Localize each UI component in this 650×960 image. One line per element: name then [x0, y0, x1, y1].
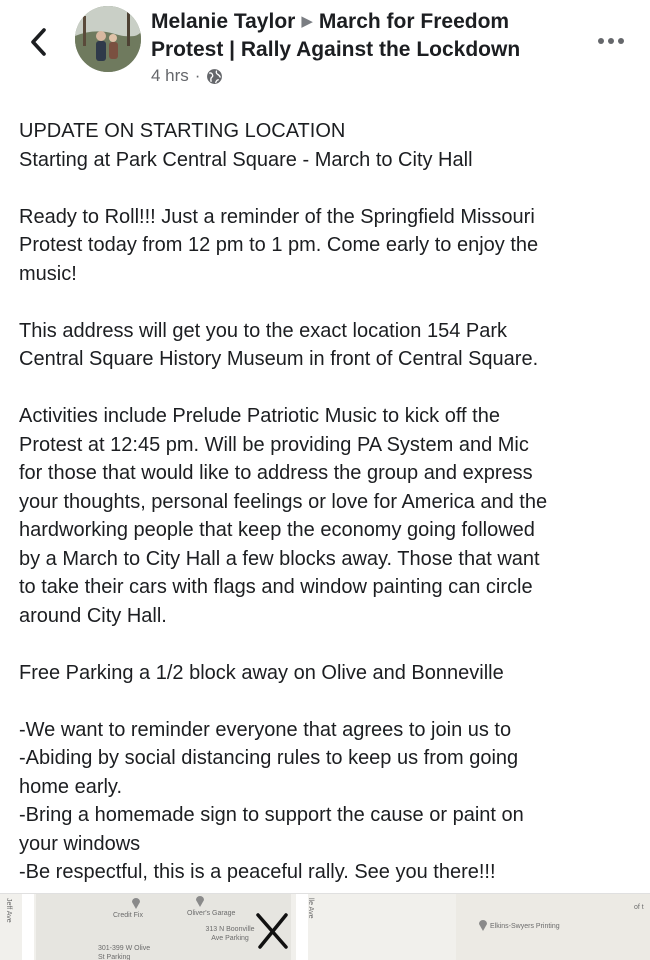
group-name-link[interactable]: March for Freedom Protest | Rally Against the Lockdown: [151, 10, 521, 61]
post-timestamp[interactable]: 4 hrs: [151, 66, 189, 85]
chevron-left-icon: [29, 27, 49, 57]
map-label-street: lle Ave: [307, 898, 314, 919]
post-header: [0, 0, 650, 100]
more-options-button[interactable]: [594, 26, 628, 56]
post-paragraph: [19, 317, 641, 374]
post-text-line: -Bring a homemade sign to support the cause or paint on: [19, 804, 524, 826]
post-paragraph: [19, 117, 641, 174]
post-text-line: Free Parking a 1/2 block away on Olive and Bonneville: [19, 661, 504, 684]
post-text-line: your thoughts, personal feelings or love for America and the: [19, 490, 548, 513]
close-x-icon: [254, 911, 290, 951]
post-text: [19, 117, 641, 915]
post-title: [151, 8, 571, 64]
post-text-line: Central Square History Museum in front of Central Square.: [19, 348, 539, 370]
map-preview[interactable]: [0, 893, 650, 960]
post-text-line: Protest today from 12 pm to 1 pm. Come early to enjoy the: [19, 234, 539, 256]
map-label-place: Credit Fix: [113, 912, 143, 919]
map-label-parking: 313 N Boonville Ave Parking: [205, 926, 255, 942]
globe-icon: [206, 68, 223, 85]
map-label-street: Jeff Ave: [5, 898, 12, 923]
post-text-line: hardworking people that keep the economy going followed: [19, 519, 535, 541]
map-label-edge: of t: [634, 904, 644, 911]
post-paragraph: [19, 716, 641, 887]
map-label-parking: 301-399 W Olive St Parking: [98, 945, 151, 960]
post-text-line: -Be respectful, this is a peaceful rally. See you there!!!: [19, 861, 496, 883]
post-text-line: home early.: [19, 775, 123, 798]
post-text-line: -We want to reminder everyone that agrees to join us to: [19, 718, 512, 741]
post-text-line: by a March to City Hall a few blocks away. Those that want: [19, 547, 540, 570]
post-text-line: for those that would like to address the group and express: [19, 462, 533, 484]
arrow-right-icon: ▶: [301, 13, 313, 30]
post-meta: [151, 66, 223, 86]
post-text-line: to take their cars with flags and window painting can circle: [19, 576, 533, 598]
post-text-line: Activities include Prelude Patriotic Music to kick off the: [19, 405, 500, 427]
avatar-photo: [75, 6, 141, 72]
ellipsis-icon: [597, 37, 625, 45]
post-text-line: Ready to Roll!!! Just a reminder of the Springfield Missouri: [19, 205, 535, 228]
post-paragraph: [19, 203, 641, 289]
post-text-line: This address will get you to the exact location 154 Park: [19, 319, 508, 342]
post-paragraph: [19, 659, 641, 688]
map-pin-icon: [130, 896, 142, 910]
map-label-place: Oliver's Garage: [187, 910, 236, 917]
map-pin-icon: [194, 894, 206, 908]
meta-separator: ·: [194, 66, 201, 85]
map-road: [22, 894, 34, 960]
post-text-line: around City Hall.: [19, 604, 167, 627]
post-text-line: UPDATE ON STARTING LOCATION: [19, 120, 346, 142]
map-label-place: Elkins-Swyers Printing: [490, 923, 560, 930]
avatar[interactable]: [75, 6, 141, 72]
back-button[interactable]: [22, 22, 56, 62]
post-paragraph: [19, 402, 641, 630]
post-text-line: -Abiding by social distancing rules to keep us from going: [19, 747, 519, 769]
post-text-line: Starting at Park Central Square - March to City Hall: [19, 148, 473, 171]
post-text-line: your windows: [19, 832, 141, 855]
map-pin-icon: [477, 918, 489, 932]
post-text-line: Protest at 12:45 pm. Will be providing PA System and Mic: [19, 433, 529, 456]
post-text-line: music!: [19, 262, 77, 285]
author-name-link[interactable]: Melanie Taylor: [151, 10, 296, 33]
